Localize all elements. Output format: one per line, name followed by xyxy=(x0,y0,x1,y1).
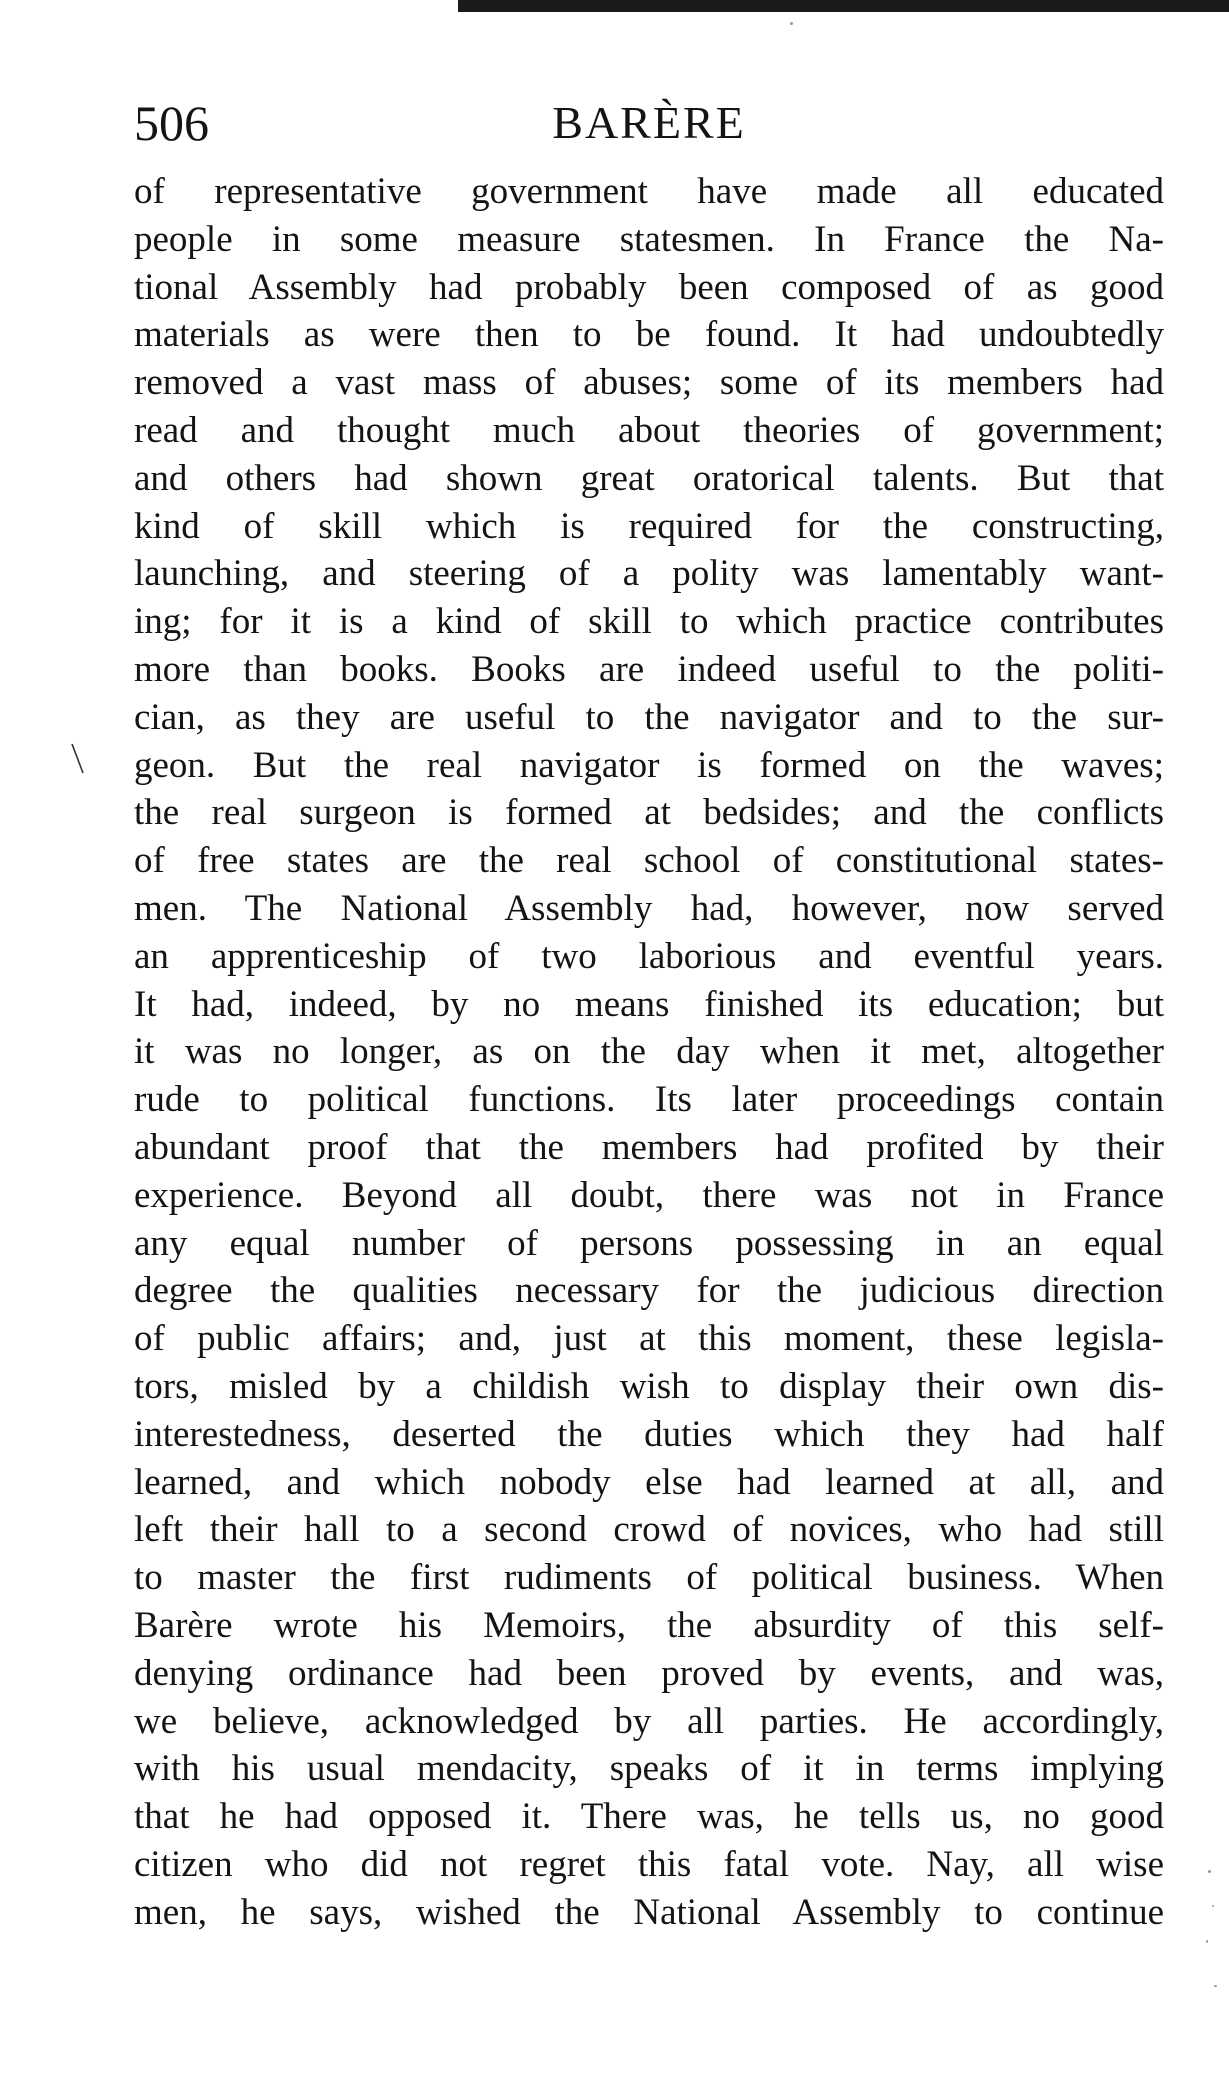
text-line: rude to political functions. Its later proceedings contain xyxy=(134,1079,1164,1121)
page-number: 506 xyxy=(134,95,209,151)
text-line: interestedness, deserted the duties which they had half xyxy=(134,1413,1164,1455)
text-line: any equal number of persons possessing in an equal xyxy=(134,1222,1164,1264)
text-line: It had, indeed, by no means finished its education; but xyxy=(134,983,1164,1025)
text-line: men. The National Assembly had, however, now served xyxy=(134,887,1164,929)
text-line: men, he says, wished the National Assembly to continue xyxy=(134,1891,1164,1933)
text-line: we believe, acknowledged by all parties. He accordingly, xyxy=(134,1700,1164,1742)
paper-speckle xyxy=(790,22,793,25)
paper-speckle xyxy=(1206,1940,1208,1943)
text-line: to master the first rudiments of political business. When xyxy=(134,1557,1164,1599)
text-line: geon. But the real navigator is formed on the waves; xyxy=(134,744,1164,786)
text-line: materials as were then to be found. It had undoubtedly xyxy=(134,314,1164,356)
text-line: left their hall to a second crowd of novices, who had still xyxy=(134,1509,1164,1551)
body-text xyxy=(134,168,1164,1936)
text-line: degree the qualities necessary for the judicious direction xyxy=(134,1270,1164,1312)
page-header xyxy=(134,88,1164,158)
text-line: the real surgeon is formed at bedsides; and the conflicts xyxy=(134,792,1164,834)
text-line: an apprenticeship of two laborious and eventful years. xyxy=(134,935,1164,977)
text-line: kind of skill which is required for the constructing, xyxy=(134,505,1164,547)
text-line: that he had opposed it. There was, he tells us, no good xyxy=(134,1796,1164,1838)
top-rule xyxy=(458,0,1229,12)
text-line: learned, and which nobody else had learned at all, and xyxy=(134,1461,1164,1503)
text-line: tors, misled by a childish wish to display their own dis- xyxy=(134,1365,1164,1407)
text-line: people in some measure statesmen. In France the Na- xyxy=(134,218,1164,260)
paper-speckle xyxy=(1214,1985,1217,1987)
paper-speckle xyxy=(1212,1905,1214,1907)
running-title: BARÈRE xyxy=(552,97,746,148)
text-line: it was no longer, as on the day when it met, altogether xyxy=(134,1031,1164,1073)
text-line: abundant proof that the members had profited by their xyxy=(134,1126,1164,1168)
margin-pencil-mark xyxy=(70,742,86,776)
text-line: ing; for it is a kind of skill to which practice contributes xyxy=(134,601,1164,643)
text-line: and others had shown great oratorical talents. But that xyxy=(134,457,1164,499)
text-line: removed a vast mass of abuses; some of its members had xyxy=(134,362,1164,404)
text-line: experience. Beyond all doubt, there was not in France xyxy=(134,1174,1164,1216)
text-line: launching, and steering of a polity was lamentably want- xyxy=(134,553,1164,595)
text-line: with his usual mendacity, speaks of it in terms implying xyxy=(134,1748,1164,1790)
text-line: citizen who did not regret this fatal vote. Nay, all wise xyxy=(134,1843,1164,1885)
text-line: of free states are the real school of constitutional states- xyxy=(134,840,1164,882)
text-line: Barère wrote his Memoirs, the absurdity of this self- xyxy=(134,1604,1164,1646)
text-line: denying ordinance had been proved by events, and was, xyxy=(134,1652,1164,1694)
text-line: tional Assembly had probably been composed of as good xyxy=(134,266,1164,308)
text-line: cian, as they are useful to the navigator and to the sur- xyxy=(134,696,1164,738)
text-line: more than books. Books are indeed useful to the politi- xyxy=(134,648,1164,690)
text-line: of representative government have made all educated xyxy=(134,171,1164,212)
text-line: of public affairs; and, just at this moment, these legisla- xyxy=(134,1318,1164,1360)
text-line: read and thought much about theories of government; xyxy=(134,409,1164,451)
paper-speckle xyxy=(1208,1870,1211,1873)
